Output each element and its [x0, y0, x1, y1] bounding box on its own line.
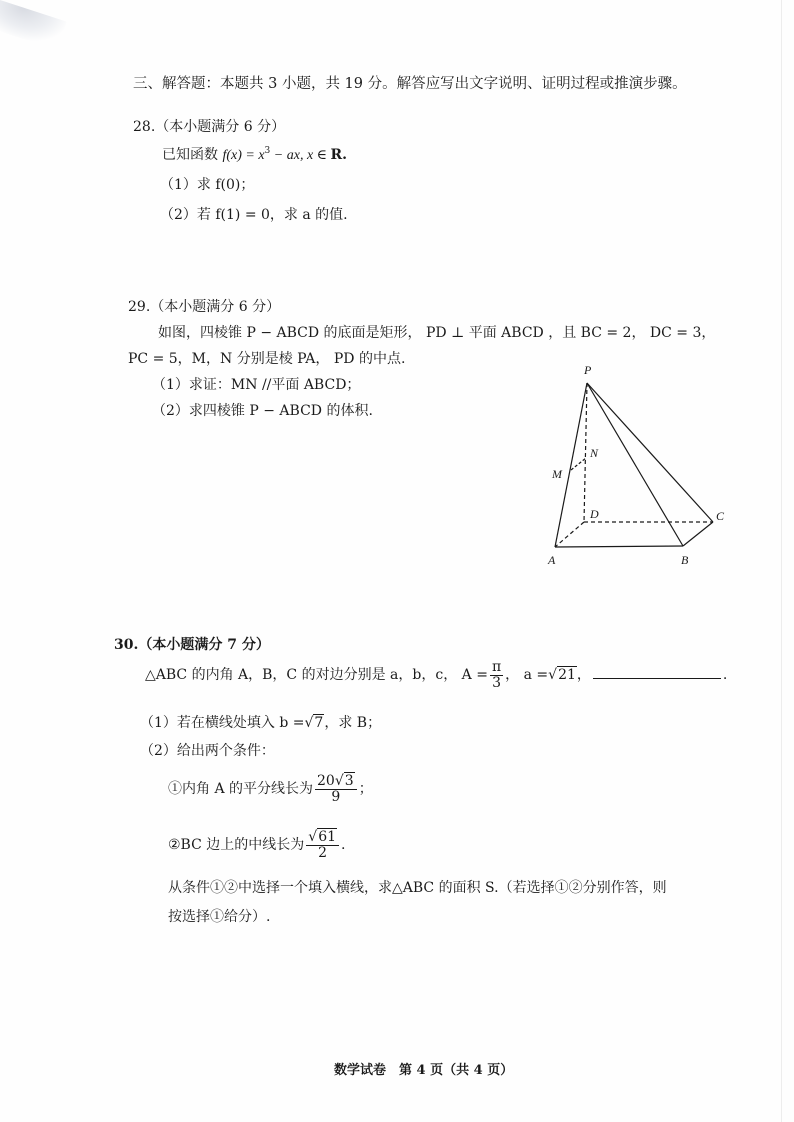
radicand: 61	[318, 829, 337, 845]
q30-stem-end: ，	[576, 667, 591, 684]
q29-part1: （1）求证：MN //平面 ABCD；	[152, 377, 361, 393]
q30-condition-1	[168, 774, 373, 804]
section-title: 三、解答题：本题共 3 小题，共 19 分。解答应写出文字说明、证明过程或推演步骤。	[133, 76, 687, 92]
sqrt-3: √3	[334, 773, 354, 789]
label-P: P	[584, 363, 592, 377]
q28-part2: （2）若 f(1) = 0，求 a 的值.	[160, 207, 348, 223]
q29-header: 29.（本小题满分 6 分）	[128, 299, 281, 315]
q29-stem-line1: 如图，四棱锥 P − ABCD 的底面是矩形， PD ⊥ 平面 ABCD ，且 BC = 2， DC = 3，	[158, 325, 716, 341]
q28-stem-rest: − ax, x ∈	[270, 148, 331, 163]
sqrt-61: √61	[308, 829, 337, 845]
q30-stem-a: ， a =	[505, 667, 549, 684]
cond2-suffix: .	[341, 837, 346, 854]
q30-part1-prefix: （1）若在横线处填入 b =	[140, 715, 305, 731]
q29-stem-line2: PC = 5，M，N 分别是棱 PA， PD 的中点.	[128, 351, 406, 367]
q28-stem	[162, 144, 347, 164]
q29-part2: （2）求四棱锥 P − ABCD 的体积.	[152, 403, 373, 419]
label-D: D	[590, 507, 599, 521]
label-N: N	[590, 446, 599, 460]
fraction-numerator: π	[491, 659, 502, 675]
numerator-int: 20	[317, 773, 335, 789]
q30-part1	[140, 712, 381, 732]
fraction-denominator: 9	[331, 788, 341, 805]
sqrt-7: √7	[304, 715, 324, 731]
q30-instruction-line1: 从条件①②中选择一个填入横线，求△ABC 的面积 S.（若选择①②分别作答，则	[168, 880, 667, 896]
q28-stem-prefix: 已知函数	[162, 147, 223, 163]
answer-blank	[593, 666, 721, 679]
cond2-prefix: ②BC 边上的中线长为	[168, 837, 305, 854]
radicand: 7	[314, 715, 324, 731]
angle-A-fraction	[490, 660, 503, 690]
fraction-denominator: 2	[318, 844, 328, 861]
q30-condition-2	[168, 830, 345, 860]
q30-stem	[145, 660, 727, 690]
label-C: C	[716, 509, 725, 523]
cond1-suffix: ；	[358, 781, 373, 798]
scan-artifact	[0, 0, 67, 50]
q30-stem-prefix: △ABC 的内角 A，B，C 的对边分别是 a，b，c， A =	[145, 667, 488, 684]
radicand: 21	[558, 667, 576, 684]
q28-header: 28.（本小题满分 6 分）	[133, 119, 286, 135]
q28-part1: （1）求 f(0)；	[160, 177, 255, 193]
label-A: A	[548, 553, 556, 567]
q30-stem-period: .	[722, 667, 728, 684]
label-M: M	[552, 467, 562, 481]
fraction-numerator	[315, 774, 357, 790]
q30-header: 30.（本小题满分 7 分）	[114, 637, 270, 653]
radicand: 3	[344, 773, 354, 789]
bisector-length-fraction	[315, 774, 357, 804]
fraction-denominator: 3	[492, 674, 502, 691]
sqrt-21: √21	[548, 667, 576, 684]
q30-part2: （2）给出两个条件：	[140, 743, 275, 759]
label-B: B	[681, 553, 689, 567]
cond1-prefix: ①内角 A 的平分线长为	[168, 781, 314, 798]
page-edge	[781, 0, 782, 1122]
median-length-fraction	[306, 830, 339, 860]
pyramid-figure	[530, 360, 740, 570]
q28-function: f(x) = x	[222, 148, 265, 163]
fraction-numerator	[306, 830, 339, 846]
q30-part1-suffix: ，求 B；	[324, 715, 382, 731]
page-footer: 数学试卷 第 4 页（共 4 页）	[334, 1063, 514, 1078]
q28-exponent: 3	[264, 146, 271, 156]
q28-real-set: R.	[330, 147, 348, 163]
q30-instruction-line2: 按选择①给分）.	[168, 909, 271, 925]
